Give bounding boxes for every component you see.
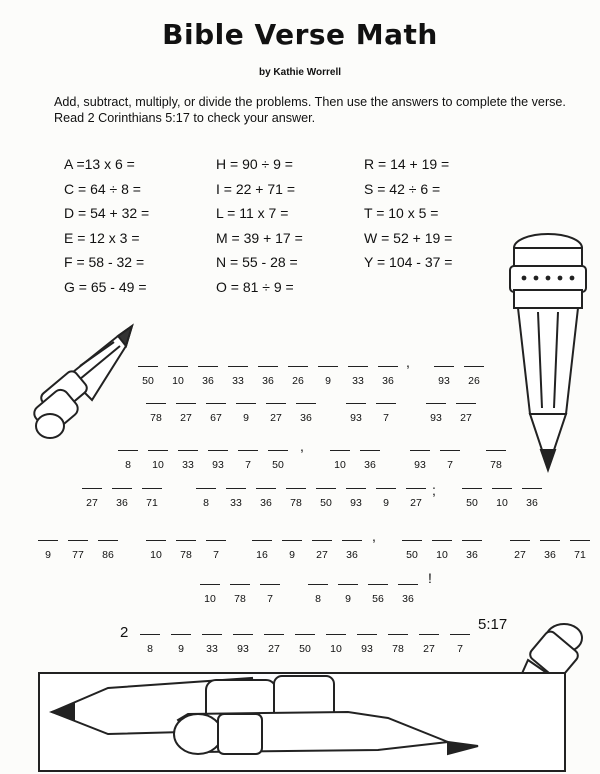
answer-line [208, 450, 228, 451]
answer-blank[interactable] [464, 366, 484, 388]
verse-punctuation: ! [428, 570, 432, 586]
answer-line [492, 488, 512, 489]
problem-n: N = 55 - 28 = [216, 254, 298, 271]
key-column-2 [216, 152, 303, 300]
code-number: 36 [116, 497, 128, 509]
code-number: 10 [334, 459, 346, 471]
answer-blank[interactable] [206, 540, 226, 562]
answer-line [330, 450, 350, 451]
answer-blank[interactable] [118, 450, 138, 472]
answer-blank[interactable] [256, 488, 276, 510]
code-number: 50 [466, 497, 478, 509]
answer-blank[interactable] [140, 634, 160, 656]
answer-line [258, 366, 278, 367]
code-number: 7 [213, 549, 219, 561]
code-number: 9 [289, 549, 295, 561]
answer-blank[interactable] [112, 488, 132, 510]
answer-line [378, 366, 398, 367]
answer-blank[interactable] [398, 584, 418, 606]
answer-blank[interactable] [82, 488, 102, 510]
answer-blank[interactable] [342, 540, 362, 562]
code-number: 7 [267, 593, 273, 605]
answer-blank[interactable] [346, 488, 366, 510]
answer-line [312, 540, 332, 541]
answer-line [142, 488, 162, 489]
answer-line [456, 403, 476, 404]
code-number: 36 [382, 375, 394, 387]
problem-l: L = 11 x 7 = [216, 205, 289, 222]
answer-line [308, 584, 328, 585]
answer-line [140, 634, 160, 635]
code-number: 10 [172, 375, 184, 387]
code-number: 27 [316, 549, 328, 561]
answer-line [368, 584, 388, 585]
verse-row [0, 570, 600, 608]
answer-line [464, 366, 484, 367]
answer-line [171, 634, 191, 635]
answer-line [266, 403, 286, 404]
verse-row [0, 482, 600, 512]
answer-line [296, 403, 316, 404]
answer-line [256, 488, 276, 489]
code-number: 56 [372, 593, 384, 605]
code-number: 33 [230, 497, 242, 509]
code-number: 16 [256, 549, 268, 561]
answer-line [112, 488, 132, 489]
answer-line [348, 366, 368, 367]
answer-blank[interactable] [226, 488, 246, 510]
answer-line [486, 450, 506, 451]
answer-blank[interactable] [406, 488, 426, 510]
answer-blank[interactable] [98, 540, 118, 562]
code-number: 50 [406, 549, 418, 561]
answer-line [342, 540, 362, 541]
problem-i: I = 22 + 71 = [216, 180, 296, 197]
code-number: 93 [350, 412, 362, 424]
answer-line [206, 403, 226, 404]
answer-line [82, 488, 102, 489]
answer-blank[interactable] [146, 540, 166, 562]
answer-blank[interactable] [510, 540, 530, 562]
answer-blank[interactable] [142, 488, 162, 510]
answer-blank[interactable] [238, 450, 258, 472]
answer-line [198, 366, 218, 367]
verse-punctuation: ; [432, 482, 436, 498]
answer-blank[interactable] [68, 540, 88, 562]
answer-blank[interactable] [282, 540, 302, 562]
problem-c: C = 64 ÷ 8 = [64, 180, 141, 197]
code-number: 86 [102, 549, 114, 561]
code-number: 50 [142, 375, 154, 387]
answer-line [406, 488, 426, 489]
answer-blank[interactable] [316, 488, 336, 510]
code-number: 71 [574, 549, 586, 561]
page-title: Bible Verse Math [162, 18, 438, 51]
code-number: 33 [232, 375, 244, 387]
answer-blank[interactable] [233, 634, 253, 656]
answer-line [176, 540, 196, 541]
answer-line [522, 488, 542, 489]
answer-blank[interactable] [462, 540, 482, 562]
answer-blank[interactable] [198, 366, 218, 388]
answer-blank[interactable] [258, 366, 278, 388]
answer-blank[interactable] [171, 634, 191, 656]
code-number: 9 [345, 593, 351, 605]
problem-h: H = 90 ÷ 9 = [216, 156, 293, 172]
code-number: 8 [315, 593, 321, 605]
code-number: 10 [152, 459, 164, 471]
answer-line [196, 488, 216, 489]
code-number: 10 [150, 549, 162, 561]
code-number: 27 [460, 412, 472, 424]
answer-blank[interactable] [200, 584, 220, 606]
code-number: 26 [468, 375, 480, 387]
answer-blank[interactable] [286, 488, 306, 510]
answer-line [206, 540, 226, 541]
answer-line [462, 540, 482, 541]
answer-blank[interactable] [434, 366, 454, 388]
answer-line [376, 403, 396, 404]
problem-d: D = 54 + 32 = [64, 205, 150, 222]
problem-s: S = 42 ÷ 6 = [364, 180, 441, 197]
code-number: 93 [430, 412, 442, 424]
answer-blank[interactable] [368, 584, 388, 606]
verse-row [0, 634, 600, 658]
code-number: 9 [178, 643, 184, 655]
code-number: 36 [544, 549, 556, 561]
code-number: 9 [45, 549, 51, 561]
code-number: 71 [146, 497, 158, 509]
code-number: 10 [330, 643, 342, 655]
answer-blank[interactable] [456, 403, 476, 425]
answer-blank[interactable] [450, 634, 470, 656]
answer-line [357, 634, 377, 635]
answer-line [202, 634, 222, 635]
verse-punctuation: , [406, 354, 410, 370]
code-number: 27 [180, 412, 192, 424]
answer-line [146, 403, 166, 404]
problem-e: E = 12 x 3 = [64, 229, 140, 246]
answer-blank[interactable] [264, 634, 284, 656]
code-number: 7 [383, 412, 389, 424]
answer-line [200, 584, 220, 585]
reference-prefix: 2 [120, 624, 129, 641]
code-number: 36 [402, 593, 414, 605]
code-number: 93 [212, 459, 224, 471]
answer-blank[interactable] [308, 584, 328, 606]
answer-line [388, 634, 408, 635]
answer-line [295, 634, 315, 635]
verse-row [0, 528, 600, 564]
answer-blank[interactable] [378, 366, 398, 388]
answer-blank[interactable] [176, 540, 196, 562]
answer-blank[interactable] [348, 366, 368, 388]
code-number: 36 [526, 497, 538, 509]
answer-line [402, 540, 422, 541]
code-number: 8 [203, 497, 209, 509]
answer-line [286, 488, 306, 489]
answer-line [38, 540, 58, 541]
code-number: 10 [436, 549, 448, 561]
answer-line [252, 540, 272, 541]
code-number: 36 [300, 412, 312, 424]
answer-line [434, 366, 454, 367]
answer-blank[interactable] [330, 450, 350, 472]
answer-line [510, 540, 530, 541]
answer-line [236, 403, 256, 404]
answer-line [288, 366, 308, 367]
answer-blank[interactable] [522, 488, 542, 510]
answer-line [268, 450, 288, 451]
instructions-line-2: Read 2 Corinthians 5:17 to check your answer. [54, 111, 316, 125]
problem-a: A =13 x 6 = [64, 156, 135, 172]
answer-line [233, 634, 253, 635]
answer-blank[interactable] [296, 403, 316, 425]
answer-blank[interactable] [426, 403, 446, 425]
code-number: 50 [272, 459, 284, 471]
code-number: 67 [210, 412, 222, 424]
code-number: 93 [361, 643, 373, 655]
answer-blank[interactable] [168, 366, 188, 388]
answer-line [426, 403, 446, 404]
code-number: 33 [206, 643, 218, 655]
verse-row [0, 403, 600, 427]
code-number: 9 [325, 375, 331, 387]
answer-line [148, 450, 168, 451]
answer-blank[interactable] [228, 366, 248, 388]
code-number: 10 [496, 497, 508, 509]
answer-line [176, 403, 196, 404]
answer-line [338, 584, 358, 585]
answer-blank[interactable] [432, 540, 452, 562]
answer-line [228, 366, 248, 367]
key-column-1 [64, 152, 149, 300]
answer-line [398, 584, 418, 585]
answer-blank[interactable] [268, 450, 288, 472]
code-number: 27 [410, 497, 422, 509]
answer-blank[interactable] [357, 634, 377, 656]
answer-blank[interactable] [176, 403, 196, 425]
answer-blank[interactable] [38, 540, 58, 562]
reference-suffix: 5:17 [478, 616, 508, 633]
key-column-3 [364, 152, 452, 275]
answer-blank[interactable] [202, 634, 222, 656]
code-number: 36 [262, 375, 274, 387]
code-number: 8 [125, 459, 131, 471]
code-number: 77 [72, 549, 84, 561]
answer-line [226, 488, 246, 489]
code-number: 26 [292, 375, 304, 387]
code-number: 7 [457, 643, 463, 655]
code-number: 93 [350, 497, 362, 509]
answer-line [432, 540, 452, 541]
answer-blank[interactable] [410, 450, 430, 472]
problem-t: T = 10 x 5 = [364, 205, 439, 222]
answer-blank[interactable] [326, 634, 346, 656]
answer-line [238, 450, 258, 451]
answer-line [68, 540, 88, 541]
code-number: 36 [346, 549, 358, 561]
answer-line [462, 488, 482, 489]
code-number: 93 [438, 375, 450, 387]
answer-line [178, 450, 198, 451]
byline: by Kathie Worrell [258, 67, 342, 78]
answer-blank[interactable] [338, 584, 358, 606]
answer-blank[interactable] [230, 584, 250, 606]
code-number: 36 [202, 375, 214, 387]
problem-w: W = 52 + 19 = [364, 229, 453, 246]
answer-blank[interactable] [146, 403, 166, 425]
code-number: 27 [423, 643, 435, 655]
problem-g: G = 65 - 49 = [64, 278, 147, 295]
answer-blank[interactable] [360, 450, 380, 472]
problem-o: O = 81 ÷ 9 = [216, 278, 294, 295]
code-number: 93 [414, 459, 426, 471]
answer-line [440, 450, 460, 451]
answer-blank[interactable] [288, 366, 308, 388]
answer-blank[interactable] [440, 450, 460, 472]
pencil-right-illustration [500, 228, 596, 476]
answer-line [318, 366, 338, 367]
code-number: 50 [320, 497, 332, 509]
code-number: 33 [182, 459, 194, 471]
code-number: 36 [364, 459, 376, 471]
answer-line [168, 366, 188, 367]
answer-line [118, 450, 138, 451]
answer-line [260, 584, 280, 585]
code-number: 36 [466, 549, 478, 561]
pencils-banner-illustration [38, 672, 566, 772]
code-number: 50 [299, 643, 311, 655]
answer-line [138, 366, 158, 367]
code-number: 9 [243, 412, 249, 424]
code-number: 78 [392, 643, 404, 655]
problem-y: Y = 104 - 37 = [364, 254, 453, 271]
code-number: 78 [180, 549, 192, 561]
answer-blank[interactable] [402, 540, 422, 562]
answer-line [450, 634, 470, 635]
code-number: 33 [352, 375, 364, 387]
answer-line [346, 403, 366, 404]
answer-blank[interactable] [138, 366, 158, 388]
code-number: 27 [86, 497, 98, 509]
code-number: 36 [260, 497, 272, 509]
answer-blank[interactable] [196, 488, 216, 510]
answer-blank[interactable] [462, 488, 482, 510]
answer-blank[interactable] [236, 403, 256, 425]
instructions [54, 94, 594, 126]
code-number: 93 [237, 643, 249, 655]
answer-blank[interactable] [178, 450, 198, 472]
answer-blank[interactable] [346, 403, 366, 425]
answer-line [316, 488, 336, 489]
answer-line [540, 540, 560, 541]
answer-blank[interactable] [295, 634, 315, 656]
code-number: 27 [514, 549, 526, 561]
answer-line [326, 634, 346, 635]
verse-row [0, 354, 600, 390]
code-number: 7 [447, 459, 453, 471]
answer-line [264, 634, 284, 635]
answer-blank[interactable] [388, 634, 408, 656]
code-number: 10 [204, 593, 216, 605]
answer-line [360, 450, 380, 451]
problem-m: M = 39 + 17 = [216, 229, 303, 246]
answer-blank[interactable] [206, 403, 226, 425]
problem-r: R = 14 + 19 = [364, 156, 450, 172]
code-number: 78 [234, 593, 246, 605]
code-number: 7 [245, 459, 251, 471]
code-number: 27 [270, 412, 282, 424]
answer-line [376, 488, 396, 489]
answer-line [146, 540, 166, 541]
instructions-line-1: Add, subtract, multiply, or divide the problems. Then use the answers to complete the verse. [54, 95, 566, 109]
code-number: 9 [383, 497, 389, 509]
answer-blank[interactable] [376, 403, 396, 425]
answer-blank[interactable] [492, 488, 512, 510]
code-number: 78 [490, 459, 502, 471]
answer-line [98, 540, 118, 541]
answer-blank[interactable] [419, 634, 439, 656]
problem-f: F = 58 - 32 = [64, 254, 145, 271]
code-number: 78 [290, 497, 302, 509]
code-number: 78 [150, 412, 162, 424]
answer-line [419, 634, 439, 635]
answer-line [282, 540, 302, 541]
answer-line [230, 584, 250, 585]
answer-blank[interactable] [260, 584, 280, 606]
answer-blank[interactable] [208, 450, 228, 472]
answer-blank[interactable] [570, 540, 590, 562]
code-number: 27 [268, 643, 280, 655]
verse-row [0, 438, 600, 474]
answer-blank[interactable] [318, 366, 338, 388]
answer-blank[interactable] [252, 540, 272, 562]
answer-blank[interactable] [486, 450, 506, 472]
verse-punctuation: , [372, 528, 376, 544]
answer-blank[interactable] [540, 540, 560, 562]
verse-punctuation: , [300, 438, 304, 454]
answer-line [346, 488, 366, 489]
answer-line [570, 540, 590, 541]
answer-line [410, 450, 430, 451]
answer-blank[interactable] [266, 403, 286, 425]
answer-blank[interactable] [312, 540, 332, 562]
answer-blank[interactable] [148, 450, 168, 472]
code-number: 8 [147, 643, 153, 655]
answer-blank[interactable] [376, 488, 396, 510]
